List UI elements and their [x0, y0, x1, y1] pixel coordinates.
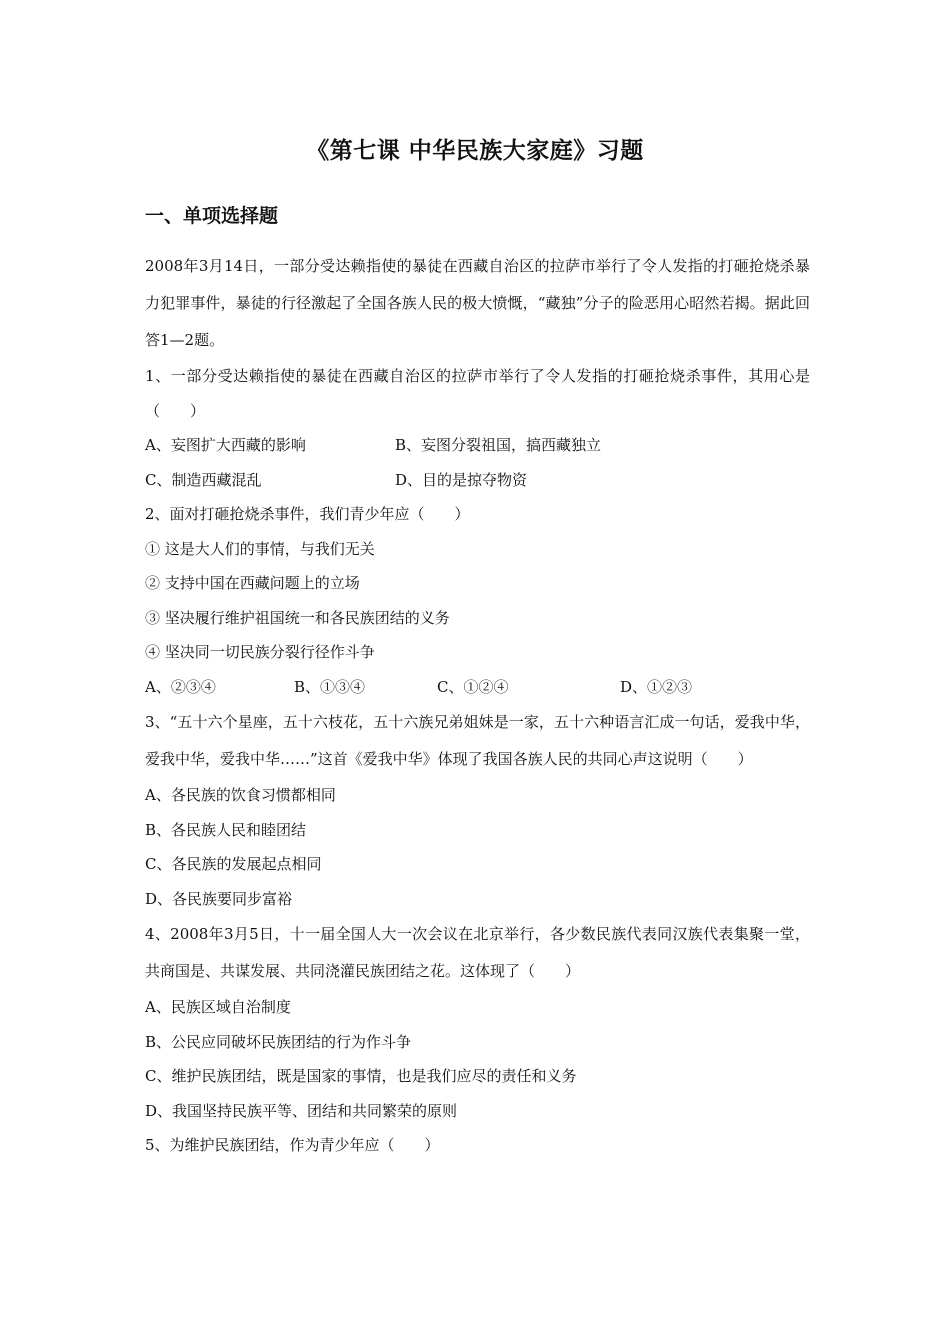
question-2-option-a: A、②③④	[145, 677, 216, 696]
question-1-option-a: A、妄图扩大西藏的影响	[145, 436, 306, 454]
question-3-option-d: D、各民族要同步富裕	[145, 889, 293, 908]
question-2-statement-4: ④ 坚决同一切民族分裂行径作斗争	[145, 643, 375, 661]
question-2-option-b: B、①③④	[294, 677, 366, 696]
question-3-stem: 3、“五十六个星座，五十六枝花，五十六族兄弟姐妹是一家，五十六种语言汇成一句话，爱我中华，爱我中华，爱我中华……”这首《爱我中华》体现了我国各族人民的共同心声这说明（ ）	[145, 713, 810, 768]
question-1-stem: 1、一部分受达赖指使的暴徒在西藏自治区的拉萨市举行了令人发指的打砸抢烧杀事件，其用心是（ ）	[145, 367, 810, 420]
section-heading: 一、单项选择题	[145, 205, 279, 227]
question-2-stem: 2、面对打砸抢烧杀事件，我们青少年应（ ）	[145, 505, 470, 523]
question-4-option-d: D、我国坚持民族平等、团结和共同繁荣的原则	[145, 1101, 458, 1120]
question-1-option-b: B、妄图分裂祖国，搞西藏独立	[395, 436, 602, 454]
question-1-options-row-1	[145, 428, 810, 463]
question-2-statement-1: ① 这是大人们的事情，与我们无关	[145, 539, 375, 558]
question-2-option-d: D、①②③	[620, 677, 693, 696]
question-2-options-row	[145, 670, 810, 705]
question-5-stem: 5、为维护民族团结，作为青少年应（ ）	[145, 1136, 440, 1154]
question-4-option-c: C、维护民族团结，既是国家的事情，也是我们应尽的责任和义务	[145, 1067, 577, 1085]
document-body	[145, 248, 810, 1163]
intro-paragraph: 2008年3月14日，一部分受达赖指使的暴徒在西藏自治区的拉萨市举行了令人发指的打砸抢烧杀暴力犯罪事件，暴徒的行径激起了全国各族人民的极大愤慨，“藏独”分子的险恶用心昭然若揭。据此回答1—2题。	[145, 257, 810, 349]
question-2-statement-2: ② 支持中国在西藏问题上的立场	[145, 574, 360, 592]
document-title: 《第七课 中华民族大家庭》习题	[306, 138, 644, 164]
question-1-option-d: D、目的是掠夺物资	[395, 470, 528, 489]
question-2-option-c: C、①②④	[437, 677, 509, 696]
question-3-option-b: B、各民族人民和睦团结	[145, 820, 307, 839]
question-3-option-a: A、各民族的饮食习惯都相同	[145, 786, 336, 804]
question-4-option-a: A、民族区域自治制度	[145, 998, 291, 1016]
question-1-option-c: C、制造西藏混乱	[145, 470, 262, 489]
question-4-option-b: B、公民应同破坏民族团结的行为作斗争	[145, 1032, 412, 1051]
question-2-statement-3: ③ 坚决履行维护祖国统一和各民族团结的义务	[145, 608, 450, 627]
question-4-stem: 4、2008年3月5日，十一届全国人大一次会议在北京举行，各少数民族代表同汉族代表集聚一堂，共商国是、共谋发展、共同浇灌民族团结之花。这体现了（ ）	[145, 925, 810, 980]
question-3-option-c: C、各民族的发展起点相同	[145, 855, 322, 873]
question-1-options-row-2	[145, 463, 810, 498]
